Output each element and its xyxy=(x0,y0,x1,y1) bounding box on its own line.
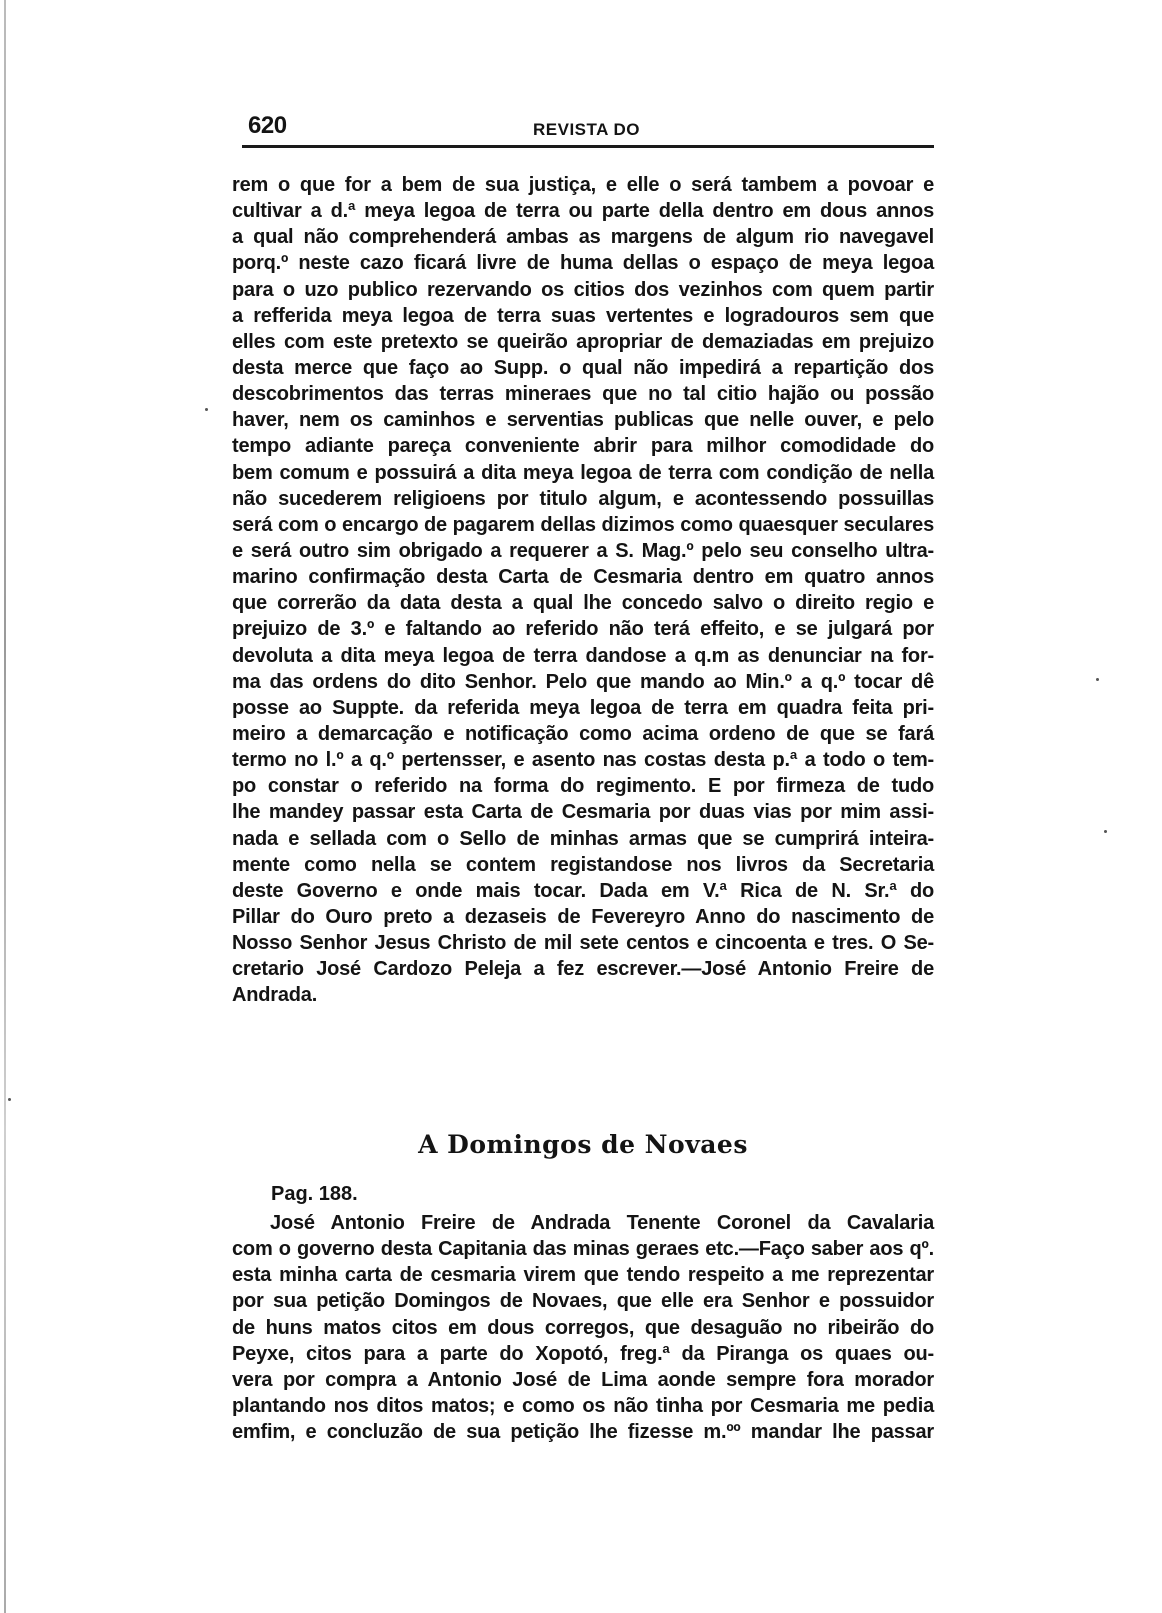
text-line: descobrimentos das terras mineraes que no tal citio hajão ou possão xyxy=(232,383,934,406)
text-line: será com o encargo de pagarem dellas dizimos como quaesquer seculares xyxy=(232,513,934,536)
text-line: haver, nem os caminhos e serventias publicas que nelle ouver, e pelo xyxy=(232,409,934,432)
text-line: elles com este pretexto se queirão apropriar de demaziadas em prejuizo xyxy=(232,330,934,353)
page-number: 620 xyxy=(248,112,287,139)
text-line: devoluta a dita meya legoa de terra dandose a q.m as denunciar na for- xyxy=(232,644,934,667)
text-line: não sucederem religioens por titulo algum, e acontessendo possuillas xyxy=(232,487,934,510)
text-line: para o uzo publico rezervando os citios dos vezinhos com quem partir xyxy=(232,278,934,301)
text-line: vera por compra a Antonio José de Lima aonde sempre fora morador xyxy=(232,1368,934,1391)
text-line: rem o que for a bem de sua justiça, e elle o será tambem a povoar e xyxy=(232,174,934,196)
text-line: Andrada. xyxy=(232,984,318,1007)
text-line: Nosso Senhor Jesus Christo de mil sete centos e cincoenta e tres. O Se- xyxy=(232,932,934,955)
body-text xyxy=(232,172,934,1009)
text-line: porq.º neste cazo ficará livre de huma dellas o espaço de meya legoa xyxy=(232,252,934,275)
text-line: Pillar do Ouro preto a dezaseis de Fevereyro Anno do nascimento de xyxy=(232,905,934,928)
text-line: emfim, e concluzão de sua petição lhe fizesse m.ºº mandar lhe passar xyxy=(232,1421,934,1444)
text-line: plantando nos ditos matos; e como os não tinha por Cesmaria me pedia xyxy=(232,1394,934,1417)
text-line: cultivar a d.ª meya legoa de terra ou parte della dentro em dous annos xyxy=(232,200,934,223)
text-line: posse ao Suppte. da referida meya legoa de terra em quadra feita pri- xyxy=(232,696,934,719)
text-line: tempo adiante pareça conveniente abrir para milhor comodidade do xyxy=(232,435,934,458)
section-title: A Domingos de Novaes xyxy=(418,1130,748,1159)
print-speck xyxy=(1096,678,1099,681)
text-line: com o governo desta Capitania das minas geraes etc.—Faço saber aos qº. xyxy=(232,1238,934,1261)
running-head xyxy=(248,112,938,142)
text-line: a refferida meya legoa de terra suas vertentes e logradouros sem que xyxy=(232,304,934,327)
text-line: bem comum e possuirá a dita meya legoa de terra com condição de nella xyxy=(232,461,934,484)
text-line: po constar o referido na forma do regimento. E por firmeza de tudo xyxy=(232,775,934,798)
text-line: termo no l.º a q.º pertensser, e asento nas costas desta p.ª a todo o tem- xyxy=(232,749,934,772)
text-line: de huns matos citos em dous corregos, que desaguão no ribeirão do xyxy=(232,1316,934,1339)
header-rule xyxy=(242,145,934,148)
text-line: desta merce que faço ao Supp. o qual não impedirá a repartição dos xyxy=(232,356,934,379)
running-title: REVISTA DO xyxy=(533,120,641,139)
print-speck xyxy=(205,408,208,411)
text-line: lhe mandey passar esta Carta de Cesmaria por duas vias por mim assi- xyxy=(232,801,934,824)
text-line: mente como nella se contem registandose nos livros da Secretaria xyxy=(232,853,934,876)
text-line: deste Governo e onde mais tocar. Dada em V.ª Rica de N. Sr.ª do xyxy=(232,879,934,902)
print-speck xyxy=(1104,830,1107,833)
print-speck xyxy=(8,1098,11,1101)
text-line: que correrão da data desta a qual lhe concedo salvo o direito regio e xyxy=(232,592,934,615)
text-line: esta minha carta de cesmaria virem que tendo respeito a me reprezentar xyxy=(232,1264,934,1287)
text-line: José Antonio Freire de Andrada Tenente Coronel da Cavalaria xyxy=(270,1212,934,1234)
text-line: cretario José Cardozo Peleja a fez escrever.—José Antonio Freire de xyxy=(232,958,934,981)
text-line: nada e sellada com o Sello de minhas armas que se cumprirá inteira- xyxy=(232,827,934,850)
text-line: Peyxe, citos para a parte do Xopotó, freg.ª da Piranga os quaes ou- xyxy=(232,1342,934,1365)
text-line: marino confirmação desta Carta de Cesmaria dentro em quatro annos xyxy=(232,566,934,589)
page-reference: Pag. 188. xyxy=(271,1183,358,1205)
text-line: prejuizo de 3.º e faltando ao referido não terá effeito, e se julgará por xyxy=(232,618,934,641)
text-line: meiro a demarcação e notificação como acima ordeno de que se fará xyxy=(232,722,934,745)
text-line: por sua petição Domingos de Novaes, que elle era Senhor e possuidor xyxy=(232,1290,934,1313)
page-edge xyxy=(4,0,6,1613)
text-line: ma das ordens do dito Senhor. Pelo que mando ao Min.º a q.º tocar dê xyxy=(232,670,934,693)
section-body-text xyxy=(232,1210,934,1445)
text-line: e será outro sim obrigado a requerer a S. Mag.º pelo seu conselho ultra- xyxy=(232,539,934,562)
text-line: a qual não comprehenderá ambas as margens de algum rio navegavel xyxy=(232,226,934,249)
